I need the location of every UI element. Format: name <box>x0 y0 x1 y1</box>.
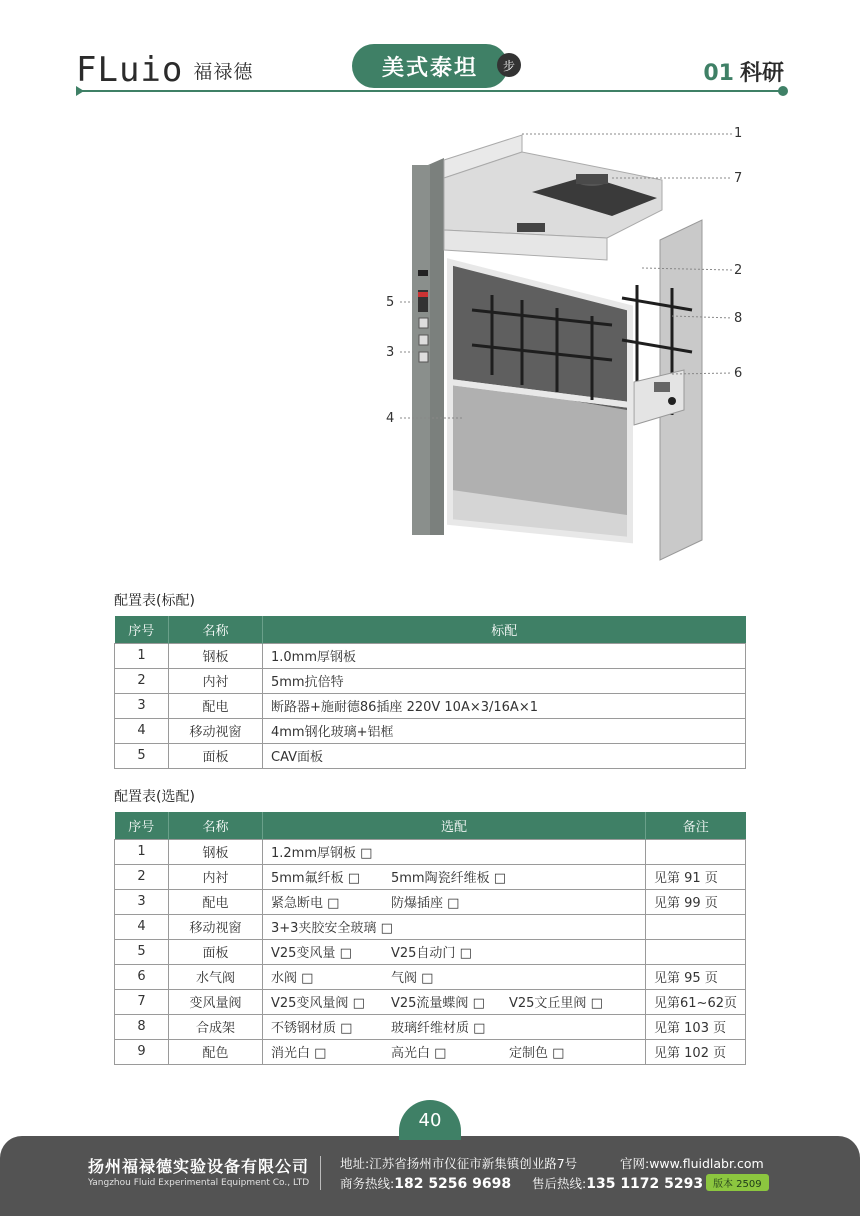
logo-chinese-name: 福禄德 <box>193 60 254 83</box>
table-header-row <box>115 812 746 839</box>
cell-spec: 4mm钢化玻璃+铝框 <box>263 718 746 743</box>
cell-index: 6 <box>115 964 169 989</box>
option-item: 3+3夹胶安全玻璃 □ <box>271 921 393 936</box>
cell-index: 1 <box>115 839 169 864</box>
cell-note: 见第 91 页 <box>646 864 746 889</box>
option-item: 紧急断电 □ <box>271 896 340 911</box>
table-row <box>115 718 746 743</box>
cell-name: 合成架 <box>169 1014 263 1039</box>
cell-name: 面板 <box>169 939 263 964</box>
cell-options <box>263 989 646 1014</box>
table-header-row <box>115 616 746 643</box>
optional-config-title: 配置表(选配) <box>114 789 195 805</box>
table-row <box>115 914 746 939</box>
option-item: 5mm氟纤板 □ <box>271 871 361 886</box>
version-badge: 版本 2509 <box>706 1174 769 1191</box>
table-row <box>115 839 746 864</box>
option-item: 高光白 □ <box>391 1046 447 1061</box>
col-header-name: 名称 <box>169 812 263 839</box>
cell-name: 移动视窗 <box>169 914 263 939</box>
col-header-standard: 标配 <box>263 616 746 643</box>
cell-note <box>646 939 746 964</box>
cell-index: 5 <box>115 743 169 768</box>
callout-8: 8 <box>734 311 743 326</box>
cell-note <box>646 914 746 939</box>
cell-index: 3 <box>115 693 169 718</box>
option-item: 防爆插座 □ <box>391 896 460 911</box>
cell-options <box>263 939 646 964</box>
cell-options <box>263 1039 646 1064</box>
table-row <box>115 1039 746 1064</box>
table-row <box>115 668 746 693</box>
sales-phone: 182 5256 9698 <box>394 1176 512 1192</box>
cell-note: 见第 99 页 <box>646 889 746 914</box>
table-row <box>115 964 746 989</box>
cell-index: 5 <box>115 939 169 964</box>
table-row <box>115 643 746 668</box>
col-header-index: 序号 <box>115 812 169 839</box>
cell-spec: 1.0mm厚钢板 <box>263 643 746 668</box>
cell-index: 2 <box>115 668 169 693</box>
section-name: 科研 <box>739 61 784 86</box>
table-row <box>115 889 746 914</box>
footer-company-en: Yangzhou Fluid Experimental Equipment Co., LTD <box>88 1178 310 1188</box>
footer-sales-line <box>340 1174 511 1192</box>
cell-index: 8 <box>115 1014 169 1039</box>
cell-options <box>263 914 646 939</box>
callout-3: 3 <box>386 345 395 360</box>
table-row <box>115 939 746 964</box>
cell-note: 见第 102 页 <box>646 1039 746 1064</box>
cell-name: 配电 <box>169 693 263 718</box>
option-item: 水阀 □ <box>271 971 314 986</box>
cell-name: 内衬 <box>169 668 263 693</box>
cell-index: 3 <box>115 889 169 914</box>
callout-1: 1 <box>734 126 743 141</box>
table-row <box>115 693 746 718</box>
col-header-index: 序号 <box>115 616 169 643</box>
cell-name: 变风量阀 <box>169 989 263 1014</box>
callout-2: 2 <box>734 263 743 278</box>
header-rule-dot <box>778 86 788 96</box>
cell-index: 4 <box>115 914 169 939</box>
option-item: 5mm陶瓷纤维板 □ <box>391 871 507 886</box>
col-header-option: 选配 <box>263 812 646 839</box>
cell-index: 1 <box>115 643 169 668</box>
product-title-badge: 步 <box>497 53 521 77</box>
product-title-pill: 美式泰坦 <box>352 44 508 88</box>
footer-divider <box>320 1156 321 1190</box>
fume-hood-illustration <box>372 120 792 570</box>
footer-website[interactable]: 官网:www.fluidlabr.com <box>620 1156 764 1171</box>
sales-label: 商务热线: <box>340 1176 395 1191</box>
cell-options <box>263 1014 646 1039</box>
logo-mark: FLuio <box>76 50 184 90</box>
col-header-name: 名称 <box>169 616 263 643</box>
service-phone: 135 1172 5293 <box>586 1176 704 1192</box>
cell-spec: CAV面板 <box>263 743 746 768</box>
section-title <box>703 56 784 87</box>
section-number: 01 <box>703 61 734 86</box>
cell-name: 配色 <box>169 1039 263 1064</box>
cell-name: 内衬 <box>169 864 263 889</box>
option-item: 玻璃纤维材质 □ <box>391 1021 486 1036</box>
option-item: V25流量蝶阀 □ <box>391 996 485 1011</box>
cell-name: 移动视窗 <box>169 718 263 743</box>
cell-index: 9 <box>115 1039 169 1064</box>
cell-index: 2 <box>115 864 169 889</box>
table-row <box>115 1014 746 1039</box>
header-rule-arrow <box>76 86 84 96</box>
cell-index: 4 <box>115 718 169 743</box>
cell-note <box>646 839 746 864</box>
cell-note: 见第 95 页 <box>646 964 746 989</box>
cell-options <box>263 839 646 864</box>
option-item: 1.2mm厚钢板 □ <box>271 846 373 861</box>
cell-note: 见第61~62页 <box>646 989 746 1014</box>
option-item: 不锈钢材质 □ <box>271 1021 353 1036</box>
option-item: V25自动门 □ <box>391 946 472 961</box>
cell-name: 钢板 <box>169 643 263 668</box>
option-item: 消光白 □ <box>271 1046 327 1061</box>
optional-config-table <box>114 812 746 1065</box>
option-item: 气阀 □ <box>391 971 434 986</box>
service-label: 售后热线: <box>532 1176 587 1191</box>
option-item: V25变风量 □ <box>271 946 352 961</box>
cell-options <box>263 864 646 889</box>
cell-options <box>263 964 646 989</box>
cell-index: 7 <box>115 989 169 1014</box>
brand-logo <box>76 50 253 90</box>
callout-4: 4 <box>386 411 395 426</box>
footer-service-line <box>532 1174 703 1192</box>
standard-config-title: 配置表(标配) <box>114 593 195 609</box>
footer-address: 地址:江苏省扬州市仪征市新集镇创业路7号 <box>340 1156 578 1171</box>
cell-name: 钢板 <box>169 839 263 864</box>
option-item: 定制色 □ <box>509 1046 565 1061</box>
callout-7: 7 <box>734 171 743 186</box>
cell-name: 配电 <box>169 889 263 914</box>
header-rule <box>76 90 784 92</box>
cell-name: 水气阀 <box>169 964 263 989</box>
fume-hood-diagram <box>372 120 792 570</box>
footer-company-cn: 扬州福禄德实验设备有限公司 <box>88 1157 310 1176</box>
table-row <box>115 743 746 768</box>
option-item: V25文丘里阀 □ <box>509 996 603 1011</box>
cell-name: 面板 <box>169 743 263 768</box>
standard-config-table <box>114 616 746 769</box>
table-row <box>115 989 746 1014</box>
option-item: V25变风量阀 □ <box>271 996 365 1011</box>
page-number: 40 <box>399 1100 461 1140</box>
table-row <box>115 864 746 889</box>
callout-5: 5 <box>386 295 395 310</box>
cell-spec: 断路器+施耐德86插座 220V 10A×3/16A×1 <box>263 693 746 718</box>
footer <box>0 1136 860 1216</box>
cell-options <box>263 889 646 914</box>
cell-spec: 5mm抗倍特 <box>263 668 746 693</box>
col-header-note: 备注 <box>646 812 746 839</box>
cell-note: 见第 103 页 <box>646 1014 746 1039</box>
callout-6: 6 <box>734 366 743 381</box>
